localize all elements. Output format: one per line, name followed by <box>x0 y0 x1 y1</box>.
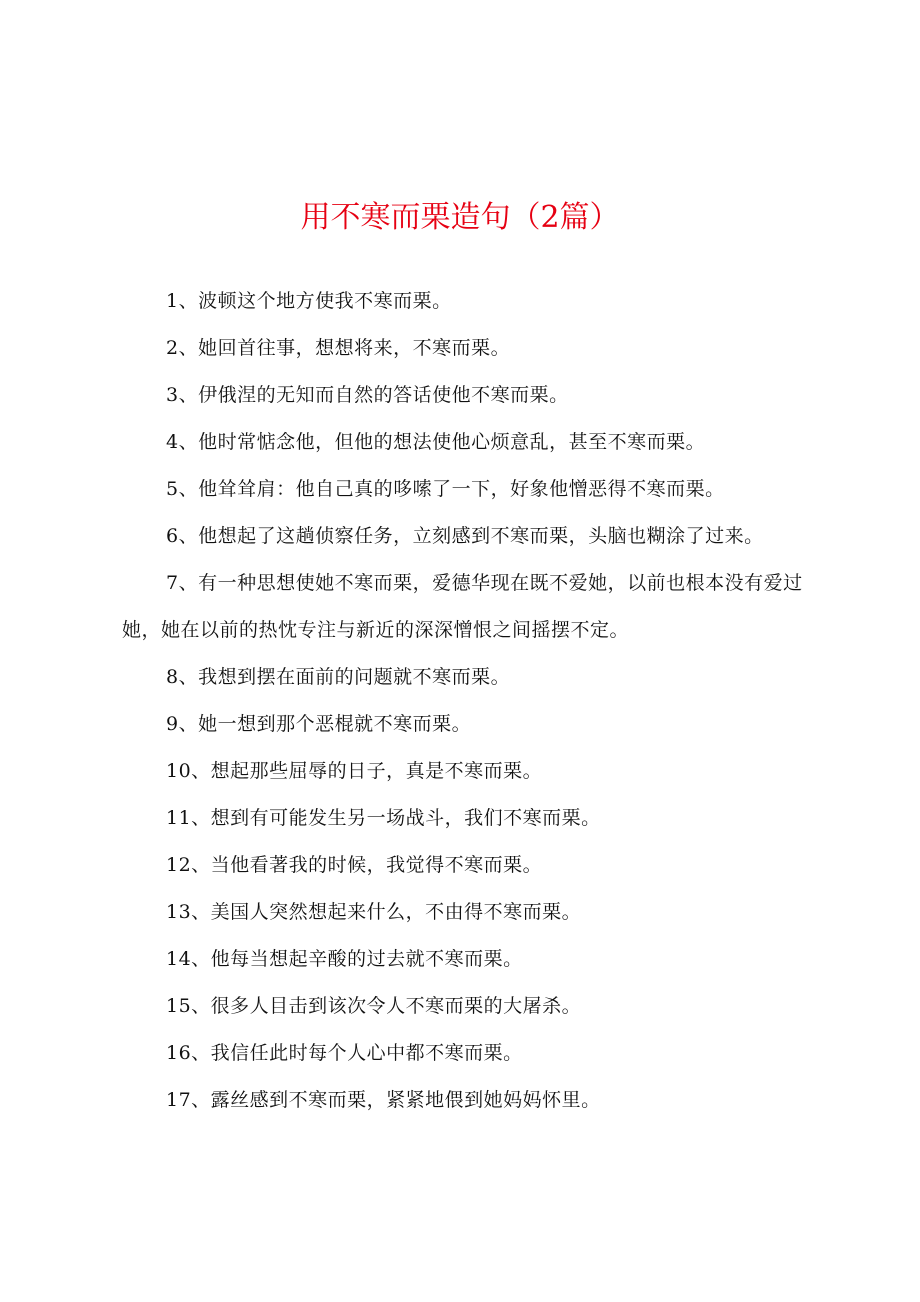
sentence-9: 9、她一想到那个恶棍就不寒而栗。 <box>166 713 472 735</box>
sentence-4: 4、他时常惦念他，但他的想法使他心烦意乱，甚至不寒而栗。 <box>166 431 706 453</box>
sentence-2: 2、她回首往事，想想将来，不寒而栗。 <box>166 337 511 359</box>
sentence-list <box>122 278 822 1124</box>
sentence-3: 3、伊俄涅的无知而自然的答话使他不寒而栗。 <box>166 384 569 406</box>
sentence-10: 10、想起那些屈辱的日子，真是不寒而栗。 <box>166 760 543 782</box>
sentence-12: 12、当他看著我的时候，我觉得不寒而栗。 <box>166 854 543 876</box>
page-title: 用不寒而栗造句（2篇） <box>300 200 620 235</box>
sentence-11: 11、想到有可能发生另一场战斗，我们不寒而栗。 <box>166 807 601 829</box>
sentence-15: 15、很多人目击到该次令人不寒而栗的大屠杀。 <box>166 995 582 1017</box>
sentence-5: 5、他耸耸肩：他自己真的哆嗦了一下，好象他憎恶得不寒而栗。 <box>166 478 725 500</box>
sentence-7: 7、有一种思想使她不寒而栗，爱德华现在既不爱她，以前也根本没有爱过她，她在以前的热忱专注与新近的深深憎恨之间摇摆不定。 <box>122 572 803 641</box>
sentence-16: 16、我信任此时每个人心中都不寒而栗。 <box>166 1042 523 1064</box>
sentence-8: 8、我想到摆在面前的问题就不寒而栗。 <box>166 666 511 688</box>
sentence-6: 6、他想起了这趟侦察任务，立刻感到不寒而栗，头脑也糊涂了过来。 <box>166 525 764 547</box>
sentence-1: 1、波顿这个地方使我不寒而栗。 <box>166 290 452 312</box>
sentence-14: 14、他每当想起辛酸的过去就不寒而栗。 <box>166 948 523 970</box>
sentence-13: 13、美国人突然想起来什么，不由得不寒而栗。 <box>166 901 582 923</box>
sentence-17: 17、露丝感到不寒而栗，紧紧地偎到她妈妈怀里。 <box>166 1089 601 1111</box>
